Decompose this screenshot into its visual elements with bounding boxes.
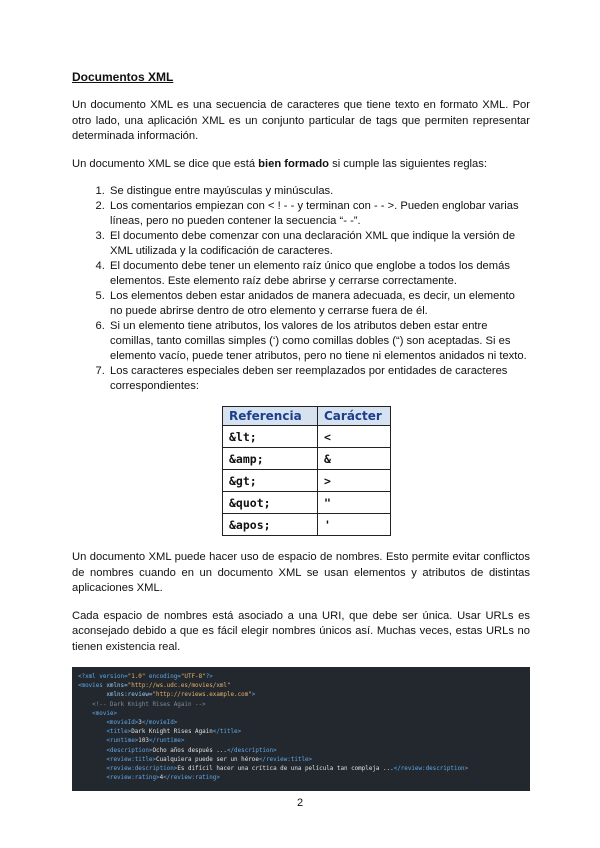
code-token: Ocho años después ... bbox=[152, 747, 227, 754]
code-token: <description> bbox=[78, 747, 153, 754]
code-token: <movies bbox=[78, 683, 103, 690]
code-token: 103 bbox=[138, 738, 149, 745]
code-token: 3 bbox=[138, 720, 142, 727]
table-row bbox=[223, 492, 391, 514]
code-token: <review:title> bbox=[78, 756, 157, 763]
rule-item: 6. Si un elemento tiene atributos, los valores de los atributos deben estar entre comillas, tanto comillas simples (‘) como comillas dobles (“) son aceptadas. Si es elemento vacío, puede tener atributos, pero no tiene ni elementos anidados ni texto. bbox=[108, 319, 530, 364]
intro-paragraph: Un documento XML es una secuencia de caracteres que tiene texto en formato XML. Por otro lado, una aplicación XML es un conjunto particular de tags que permiten representar determinada información. bbox=[72, 99, 530, 142]
header-character: Carácter bbox=[318, 407, 391, 426]
code-token: "http://reviews.example.com" bbox=[152, 692, 252, 699]
rules-list bbox=[72, 184, 530, 394]
code-token: </movieId> bbox=[141, 720, 178, 727]
code-token: </review:description> bbox=[393, 766, 469, 773]
code-line bbox=[78, 710, 524, 719]
code-line bbox=[78, 673, 524, 682]
entity-reference: &lt; bbox=[223, 426, 318, 448]
entity-reference: &apos; bbox=[223, 514, 318, 536]
code-token: <!-- Dark Knight Rises Again --> bbox=[78, 701, 206, 708]
entity-character: > bbox=[318, 470, 391, 492]
code-token: </title> bbox=[212, 729, 242, 736]
code-line bbox=[78, 682, 524, 691]
rule-item: 7. Los caracteres especiales deben ser reemplazados por entidades de caracteres correspondientes: bbox=[108, 364, 530, 394]
code-token: xmlns= bbox=[102, 683, 128, 690]
code-line bbox=[78, 765, 524, 774]
code-token: "http://ws.udc.es/movies/xml" bbox=[127, 683, 231, 690]
code-line bbox=[78, 756, 524, 765]
table-row bbox=[223, 426, 391, 448]
code-token: </description> bbox=[226, 747, 277, 754]
code-token: ?> bbox=[205, 674, 213, 680]
entity-table-header bbox=[223, 407, 391, 426]
code-line bbox=[78, 719, 524, 728]
rule-item: 3. El documento debe comenzar con una declaración XML que indique la versión de XML utilizada y la codificación de caracteres. bbox=[108, 229, 530, 259]
code-token: <review:description> bbox=[78, 766, 178, 773]
entity-reference: &amp; bbox=[223, 448, 318, 470]
xml-code-sample bbox=[72, 667, 530, 791]
code-token: </review:rating> bbox=[163, 775, 220, 782]
code-token: <runtime> bbox=[78, 738, 139, 745]
rule-item: 5. Los elementos deben estar anidados de manera adecuada, es decir, un elemento no puede abrirse dentro de otro elemento y cerrarse fuera de él. bbox=[108, 289, 530, 319]
code-token: Dark Knight Rises Again bbox=[131, 729, 213, 736]
entity-reference: &gt; bbox=[223, 470, 318, 492]
code-line bbox=[78, 737, 524, 746]
code-token: <review:rating> bbox=[78, 775, 160, 782]
document-page bbox=[72, 70, 530, 791]
well-formed-bold: bien formado bbox=[258, 157, 330, 170]
code-line bbox=[78, 747, 524, 756]
code-token: <?xml version= bbox=[78, 674, 128, 680]
code-token: </runtime> bbox=[148, 738, 185, 745]
well-formed-text-after: si cumple las siguientes reglas: bbox=[329, 157, 487, 170]
entity-table bbox=[222, 406, 391, 536]
uri-paragraph: Cada espacio de nombres está asociado a una URI, que debe ser única. Usar URLs es aconsejado debido a que es fácil elegir nombres únicos así. Muchas veces, estas URLs no tienen existencia real. bbox=[72, 609, 530, 653]
code-token: xmlns:review= bbox=[78, 692, 153, 699]
rule-item: 1. Se distingue entre mayúsculas y minúsculas. bbox=[108, 184, 530, 199]
code-token: > bbox=[251, 692, 256, 699]
header-reference: Referencia bbox=[223, 407, 318, 426]
table-row bbox=[223, 514, 391, 536]
section-heading: Documentos XML bbox=[72, 70, 174, 84]
entity-reference: &quot; bbox=[223, 492, 318, 514]
code-line bbox=[78, 691, 524, 700]
code-token: <title> bbox=[78, 729, 132, 736]
table-row bbox=[223, 470, 391, 492]
code-token: </review:title> bbox=[258, 756, 313, 763]
entity-character: < bbox=[318, 426, 391, 448]
page-number: 2 bbox=[296, 797, 304, 809]
rule-item: 4. El documento debe tener un elemento raíz único que englobe a todos los demás elementos. Este elemento raíz debe abrirse y cerrarse correctamente. bbox=[108, 259, 530, 289]
code-token: "1.0" bbox=[127, 674, 146, 680]
entity-character: & bbox=[318, 448, 391, 470]
code-token: <movieId> bbox=[78, 720, 139, 727]
code-token: Es difícil hacer una crítica de una película tan compleja ... bbox=[177, 766, 394, 773]
code-line bbox=[78, 701, 524, 710]
code-token: <movie> bbox=[78, 710, 118, 717]
code-token: "UTF-8" bbox=[180, 674, 206, 680]
code-token: 4 bbox=[159, 775, 164, 782]
entity-character: " bbox=[318, 492, 391, 514]
table-row bbox=[223, 448, 391, 470]
well-formed-paragraph bbox=[72, 157, 530, 173]
rule-item: 2. Los comentarios empiezan con < ! - - y terminan con - - >. Pueden englobar varias líneas, pero no pueden contener la secuencia “- -”. bbox=[108, 199, 530, 229]
entity-character: ' bbox=[318, 514, 391, 536]
code-line bbox=[78, 774, 524, 783]
code-token: encoding= bbox=[145, 674, 181, 680]
well-formed-text-before: Un documento XML se dice que está bbox=[72, 157, 259, 170]
code-line bbox=[78, 728, 524, 737]
namespace-paragraph: Un documento XML puede hacer uso de espacio de nombres. Esto permite evitar conflictos de nombres cuando en un documento XML se usan elementos y atributos de distintas aplicaciones XML. bbox=[72, 551, 530, 594]
code-token: Cualquiera puede ser un héroe bbox=[156, 756, 259, 763]
